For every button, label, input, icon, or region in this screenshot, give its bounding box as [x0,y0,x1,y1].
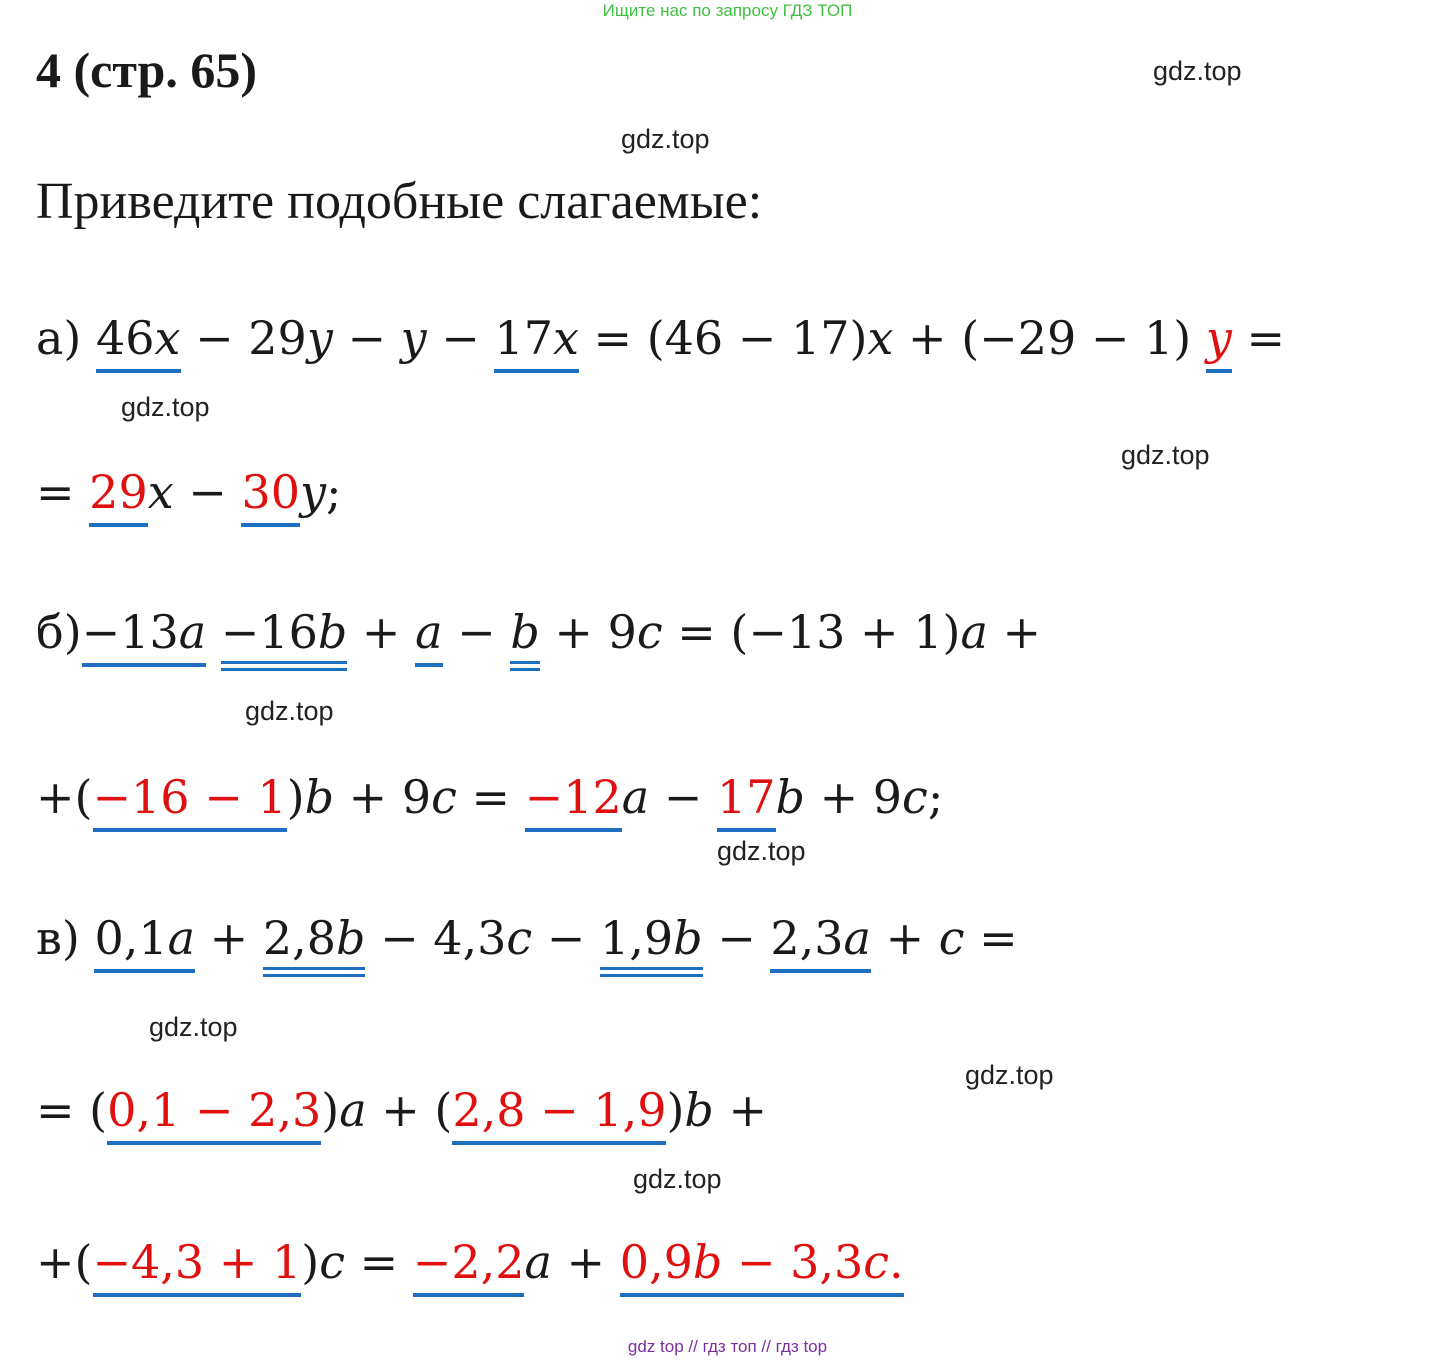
answer-expression: 0,9b − 3,3c. [620,1235,904,1297]
part-c-label: в) [36,911,95,965]
watermark: gdz.top [1121,440,1210,470]
part-b-label: б) [36,605,82,659]
part-c-line-2: = (0,1 − 2,3)a + (2,8 − 1,9)b + [36,1080,767,1140]
like-term: 46x [96,311,181,373]
footer-watermark: gdz top // гдз топ // гдз top [627,1337,828,1356]
like-term: 17x [494,311,579,373]
like-term: 2,3a [770,911,871,973]
part-a-line-2: = 29x − 30y; [36,462,342,522]
search-banner: Ищите нас по запросу ГДЗ ТОП [602,1,853,20]
answer-coefficient: 30 [241,465,300,527]
like-term: −16b [221,605,348,671]
watermark: gdz.top [1153,56,1242,86]
like-term: −13a [82,605,207,667]
watermark: gdz.top [965,1060,1054,1090]
task-statement: Приведите подобные слагаемые: [36,173,763,230]
part-a-label: а) [36,311,96,365]
part-b-line-2: +(−16 − 1)b + 9c = −12a − 17b + 9c; [36,767,943,827]
watermark: gdz.top [149,1012,238,1042]
like-term: a [415,605,442,667]
watermark: gdz.top [621,124,710,154]
part-b-line-1: б)−13a −16b + a − b + 9c = (−13 + 1)a + [36,602,1041,662]
like-term: y [1206,311,1232,373]
answer-expression: 2,8 − 1,9 [452,1083,666,1145]
answer-coefficient: 29 [89,465,148,527]
answer-expression: −4,3 + 1 [93,1235,302,1297]
exercise-title: 4 (стр. 65) [36,42,257,98]
part-a-line-1: а) 46x − 29y − y − 17x = (46 − 17)x + (−29 − 1) y = [36,308,1285,368]
like-term: 2,8b [263,911,366,977]
watermark: gdz.top [633,1164,722,1194]
answer-expression: 0,1 − 2,3 [107,1083,321,1145]
like-term: b [510,605,539,671]
watermark: gdz.top [121,392,210,422]
part-c-line-1: в) 0,1a + 2,8b − 4,3c − 1,9b − 2,3a + c = [36,908,1018,968]
answer-coefficient: −2,2 [413,1235,525,1297]
answer-coefficient: −12 [525,770,622,832]
like-term: 0,1a [94,911,195,973]
watermark: gdz.top [245,696,334,726]
watermark: gdz.top [717,836,806,866]
like-term: 1,9b [600,911,703,977]
part-c-line-3: +(−4,3 + 1)c = −2,2a + 0,9b − 3,3c. [36,1232,904,1292]
answer-expression: −16 − 1 [93,770,287,832]
answer-coefficient: 17 [717,770,776,832]
